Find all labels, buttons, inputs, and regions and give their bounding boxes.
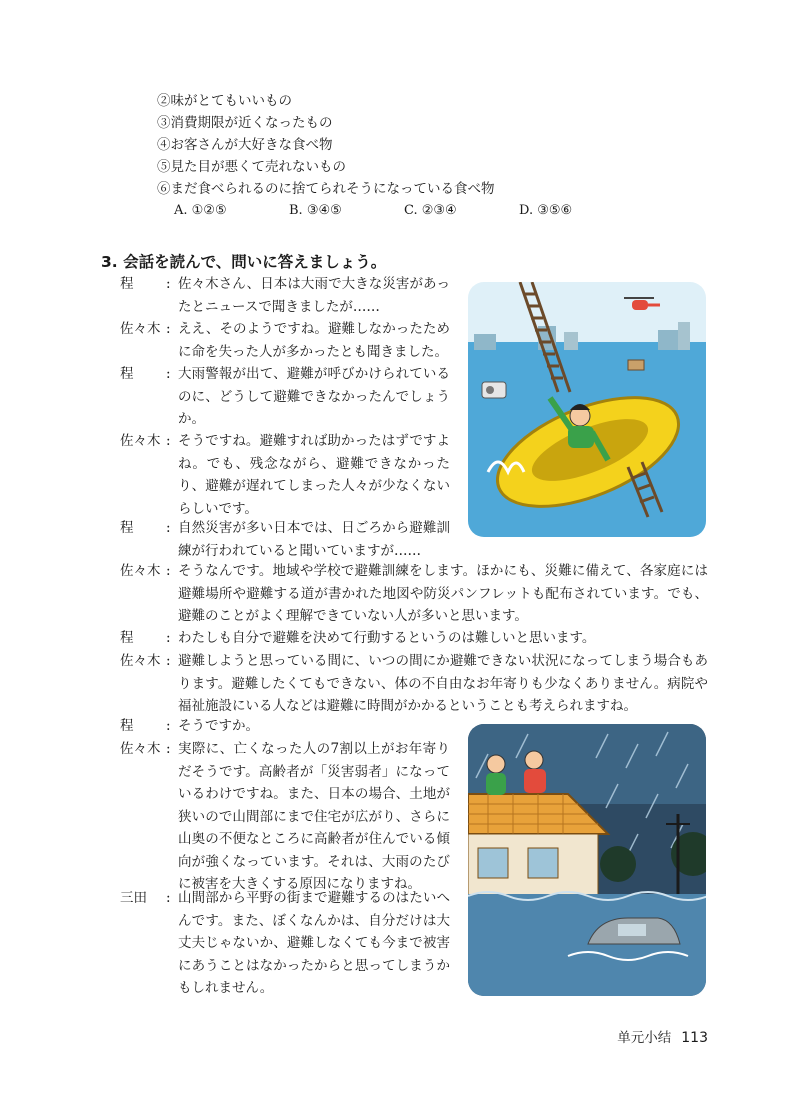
dialogue-turn: 程 : 自然災害が多い日本では、日ごろから避難訓練が行われていると聞いていますが…… xyxy=(120,517,450,562)
choice-b: B. ③④⑤ xyxy=(289,203,342,218)
dialogue-turn: 三田 : 山間部から平野の街まで避難するのはたいへんです。また、ぼくなんかは、自分だけは大丈夫じゃないか、避難しなくても今まで被害にあうことはなかったからと思ってしまうかもしれません。 xyxy=(120,887,450,1000)
choice-d: D. ③⑤⑥ xyxy=(519,203,573,218)
dialogue-turn: 程 : わたしも自分で避難を決めて行動するというのは難しいと思います。 xyxy=(120,627,708,650)
dialogue-turn: 佐々木 : 避難しようと思っている間に、いつの間にか避難できない状況になってしまう場合もあります。避難したくてもできない、体の不自由なお年寄りも少なくありません。病院や福祉施設にいる人などは避難に時間がかかるということも考えられますね。 xyxy=(120,650,708,718)
speaker-name: 程 xyxy=(120,718,134,734)
option-2: ②味がとてもいいもの xyxy=(157,93,292,109)
speaker-name: 程 xyxy=(120,630,134,646)
choice-c: C. ②③④ xyxy=(404,203,457,218)
answer-choices xyxy=(174,203,634,218)
speaker-name: 佐々木 xyxy=(120,433,161,449)
page-number: 113 xyxy=(681,1030,708,1046)
speaker-name: 三田 xyxy=(120,890,147,906)
speaker-name: 佐々木 xyxy=(120,563,161,579)
dialogue-text: そうですか。 xyxy=(178,718,259,734)
dialogue-text: 避難しようと思っている間に、いつの間にか避難できない状況になってしまう場合もあります。避難したくてもできない、体の不自由なお年寄りも少なくありません。病院や福祉施設にいる人などは避難に時間がかかるということも考えられますね。 xyxy=(178,653,708,714)
speaker-name: 佐々木 xyxy=(120,741,161,757)
speaker-name: 佐々木 xyxy=(120,653,161,669)
dialogue-turn: 程 : 佐々木さん、日本は大雨で大きな災害があったとニュースで聞きましたが…… xyxy=(120,273,450,318)
speaker-name: 程 xyxy=(120,520,134,536)
dialogue-turn: 佐々木 : 実際に、亡くなった人の7割以上がお年寄りだそうです。高齢者が「災害弱者」になっているわけですね。また、日本の場合、土地が狭いので山間部にまで住宅が広がり、さらに山奥の不便なところに高齢者が住んでいる傾向が強くなっています。それは、大雨のたびに被害を大きくする原因になりますね。 xyxy=(120,738,450,896)
flooded-house-image xyxy=(468,724,706,996)
dialogue-turn: 程 : そうですか。 xyxy=(120,715,450,738)
dialogue-text: そうですね。避難すれば助かったはずですよね。でも、残念ながら、避難できなかったり、避難が遅れてしまった人々が少なくないらしいです。 xyxy=(178,433,450,517)
section-heading: 3. 会話を読んで、問いに答えましょう。 xyxy=(101,253,387,271)
speaker-name: 程 xyxy=(120,276,134,292)
dialogue-text: わたしも自分で避難を決めて行動するというのは難しいと思います。 xyxy=(178,630,596,646)
dialogue-text: 佐々木さん、日本は大雨で大きな災害があったとニュースで聞きましたが…… xyxy=(178,276,450,315)
option-5: ⑤見た目が悪くて売れないもの xyxy=(157,159,346,175)
dialogue-turn: 佐々木 : そうですね。避難すれば助かったはずですよね。でも、残念ながら、避難できなかったり、避難が遅れてしまった人々が少なくないらしいです。 xyxy=(120,430,450,520)
footer-section: 单元小结 xyxy=(617,1030,672,1046)
dialogue-text: 自然災害が多い日本では、日ごろから避難訓練が行われていると聞いていますが…… xyxy=(178,520,450,559)
flooded-house-illustration xyxy=(468,724,706,996)
speaker-name: 程 xyxy=(120,366,134,382)
dialogue-turn: 佐々木 : そうなんです。地域や学校で避難訓練をします。ほかにも、災難に備えて、各家庭には避難場所や避難する道が書かれた地図や防災パンフレットも配布されています。でも、避難のことがよく理解できていない人が多いと思います。 xyxy=(120,560,708,628)
dialogue-text: ええ、そのようですね。避難しなかったために命を失った人が多かったとも聞きました。 xyxy=(178,321,450,360)
option-6: ⑥まだ食べられるのに捨てられそうになっている食べ物 xyxy=(157,181,495,197)
page-footer xyxy=(617,1026,708,1046)
choice-a: A. ①②⑤ xyxy=(174,203,227,218)
dialogue-text: 山間部から平野の街まで避難するのはたいへんです。また、ぼくなんかは、自分だけは大丈夫じゃないか、避難しなくても今まで被害にあうことはなかったからと思ってしまうかもしれません。 xyxy=(178,890,450,996)
flood-rescue-illustration xyxy=(468,282,706,537)
dialogue-text: 実際に、亡くなった人の7割以上がお年寄りだそうです。高齢者が「災害弱者」になっているわけですね。また、日本の場合、土地が狭いので山間部にまで住宅が広がり、さらに山奥の不便なところに高齢者が住んでいる傾向が強くなっています。それは、大雨のたびに被害を大きくする原因になりますね。 xyxy=(178,741,450,892)
dialogue-turn: 程 : 大雨警報が出て、避難が呼びかけられているのに、どうして避難できなかったんでしょうか。 xyxy=(120,363,450,431)
option-4: ④お客さんが大好きな食べ物 xyxy=(157,137,333,153)
option-3: ③消費期限が近くなったもの xyxy=(157,115,333,131)
dialogue-text: そうなんです。地域や学校で避難訓練をします。ほかにも、災難に備えて、各家庭には避難場所や避難する道が書かれた地図や防災パンフレットも配布されています。でも、避難のことがよく理解できていない人が多いと思います。 xyxy=(178,563,708,624)
speaker-name: 佐々木 xyxy=(120,321,161,337)
flood-rescue-image xyxy=(468,282,706,537)
dialogue-text: 大雨警報が出て、避難が呼びかけられているのに、どうして避難できなかったんでしょうか。 xyxy=(178,366,450,427)
dialogue-turn: 佐々木 : ええ、そのようですね。避難しなかったために命を失った人が多かったとも聞きました。 xyxy=(120,318,450,363)
